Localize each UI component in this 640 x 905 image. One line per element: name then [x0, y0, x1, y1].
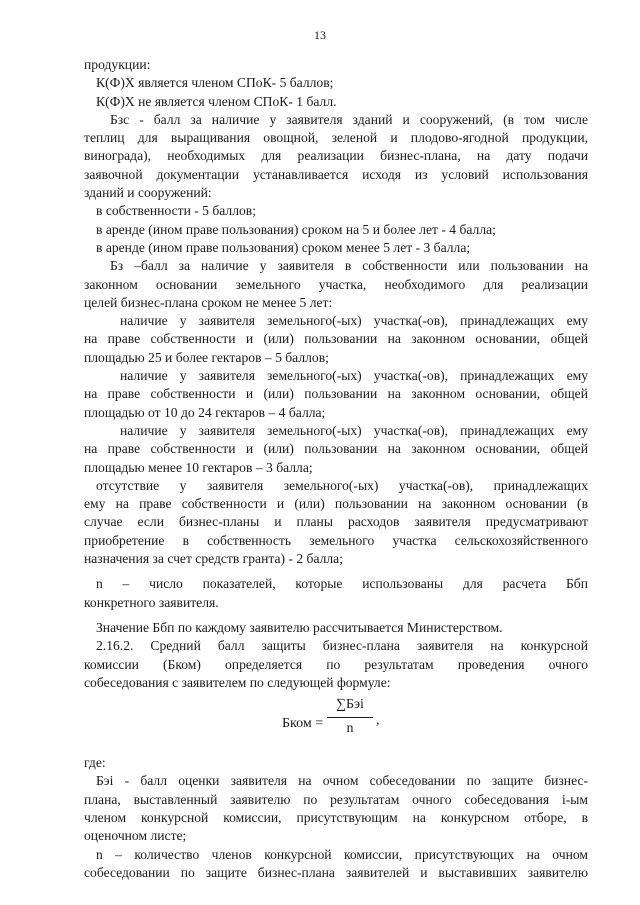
- text-line: отсутствие у заявителя земельного(-ых) участка(-ов), принадлежащих: [96, 477, 588, 493]
- paragraph-block-bottom: [84, 754, 588, 882]
- text-line: n – число показателей, которые использованы для расчета Ббп: [96, 576, 588, 592]
- text-line: Бэi - балл оценки заявителя на очном собеседовании по защите бизнес-: [96, 773, 588, 789]
- text-line: К(Ф)Х не является членом СПоК- 1 балл.: [96, 93, 337, 109]
- text-line: продукции:: [84, 57, 151, 72]
- text-line: наличие у заявителя земельного(-ых) участка(-ов), принадлежащих ему: [120, 313, 588, 329]
- text-line: в собственности - 5 баллов;: [96, 203, 256, 219]
- text-line: назначения за счет средств гранта) - 2 балла;: [84, 551, 343, 567]
- text-line: винограда), необходимых для реализации бизнес-плана, на дату подачи: [84, 148, 588, 164]
- text-line: законном основании земельного участка, необходимого для реализации: [84, 276, 588, 292]
- formula-lhs: Бком =: [282, 716, 324, 732]
- text-line: 2.16.2. Средний балл защиты бизнес-плана заявителя на конкурсной: [96, 638, 588, 654]
- text-line: n – количество членов конкурсной комиссии, присутствующих на очном: [96, 846, 588, 862]
- text-line: ему на праве собственности и (или) пользовании на законном основании (в: [84, 496, 588, 512]
- formula-numerator: ∑Бэi: [336, 697, 364, 713]
- text-line: наличие у заявителя земельного(-ых) участка(-ов), принадлежащих ему: [120, 368, 588, 384]
- text-line: Бз –балл за наличие у заявителя в собственности или пользовании на: [110, 258, 588, 274]
- formula-bkom: [84, 696, 588, 754]
- text-line: зданий и сооружений:: [84, 185, 212, 201]
- fraction-bar: [327, 717, 373, 718]
- text-line: на праве собственности и (или) пользовании на законном основании, общей: [84, 386, 588, 402]
- text-line: заявочной документации устанавливается исходя из условий использования: [84, 166, 588, 182]
- text-line: приобретение в собственность земельного участка сельскохозяйственного: [84, 532, 588, 548]
- text-line: собеседования с заявителем по следующей формуле:: [84, 674, 391, 690]
- text-line: случае если бизнес-планы и планы расходов заявителя предусматривают: [84, 514, 588, 530]
- text-line: где:: [84, 755, 106, 771]
- text-line: площадью 25 и более гектаров – 5 баллов;: [84, 349, 329, 365]
- text-line: Бзс - балл за наличие у заявителя зданий и сооружений, (в том числе: [110, 111, 588, 127]
- text-line: на праве собственности и (или) пользовании на законном основании, общей: [84, 441, 588, 457]
- text-line: собеседовании по защите бизнес-плана заявителей и выставивших заявителю: [84, 864, 588, 880]
- text-line: на праве собственности и (или) пользовании на законном основании, общей: [84, 331, 588, 347]
- document-body: [84, 56, 588, 882]
- formula-fraction: [327, 696, 373, 739]
- paragraph-gap: [84, 568, 588, 575]
- text-line: К(Ф)Х является членом СПоК- 5 баллов;: [96, 75, 334, 91]
- text-line: в аренде (ином праве пользования) сроком менее 5 лет - 3 балла;: [96, 239, 471, 255]
- text-line: площадью менее 10 гектаров – 3 балла;: [84, 459, 313, 475]
- paragraph-block-top: [84, 56, 588, 692]
- text-line: оценочном листе;: [84, 828, 187, 844]
- text-line: наличие у заявителя земельного(-ых) участка(-ов), принадлежащих ему: [120, 422, 588, 438]
- text-line: площадью от 10 до 24 гектаров – 4 балла;: [84, 404, 326, 420]
- text-line: плана, выставленный заявителю по результатам очного собеседования i-ым: [84, 791, 588, 807]
- text-line: конкретного заявителя.: [84, 594, 219, 610]
- paragraph-gap: [84, 612, 588, 619]
- text-line: теплиц для выращивания овощной, зеленой и плодово-ягодной продукции,: [84, 130, 588, 146]
- text-line: целей бизнес-плана сроком не менее 5 лет:: [84, 294, 333, 310]
- text-line: Значение Ббп по каждому заявителю рассчитывается Министерством.: [96, 619, 503, 635]
- text-line: комиссии (Бком) определяется по результатам проведения очного: [84, 656, 588, 672]
- formula-trailing-comma: ,: [376, 713, 380, 729]
- formula-denominator: n: [346, 721, 354, 737]
- text-line: в аренде (ином праве пользования) сроком на 5 и более лет - 4 балла;: [96, 221, 496, 237]
- text-line: членом конкурсной комиссии, присутствующим на конкурсном отборе, в: [84, 809, 588, 825]
- page-number: 13: [314, 28, 326, 42]
